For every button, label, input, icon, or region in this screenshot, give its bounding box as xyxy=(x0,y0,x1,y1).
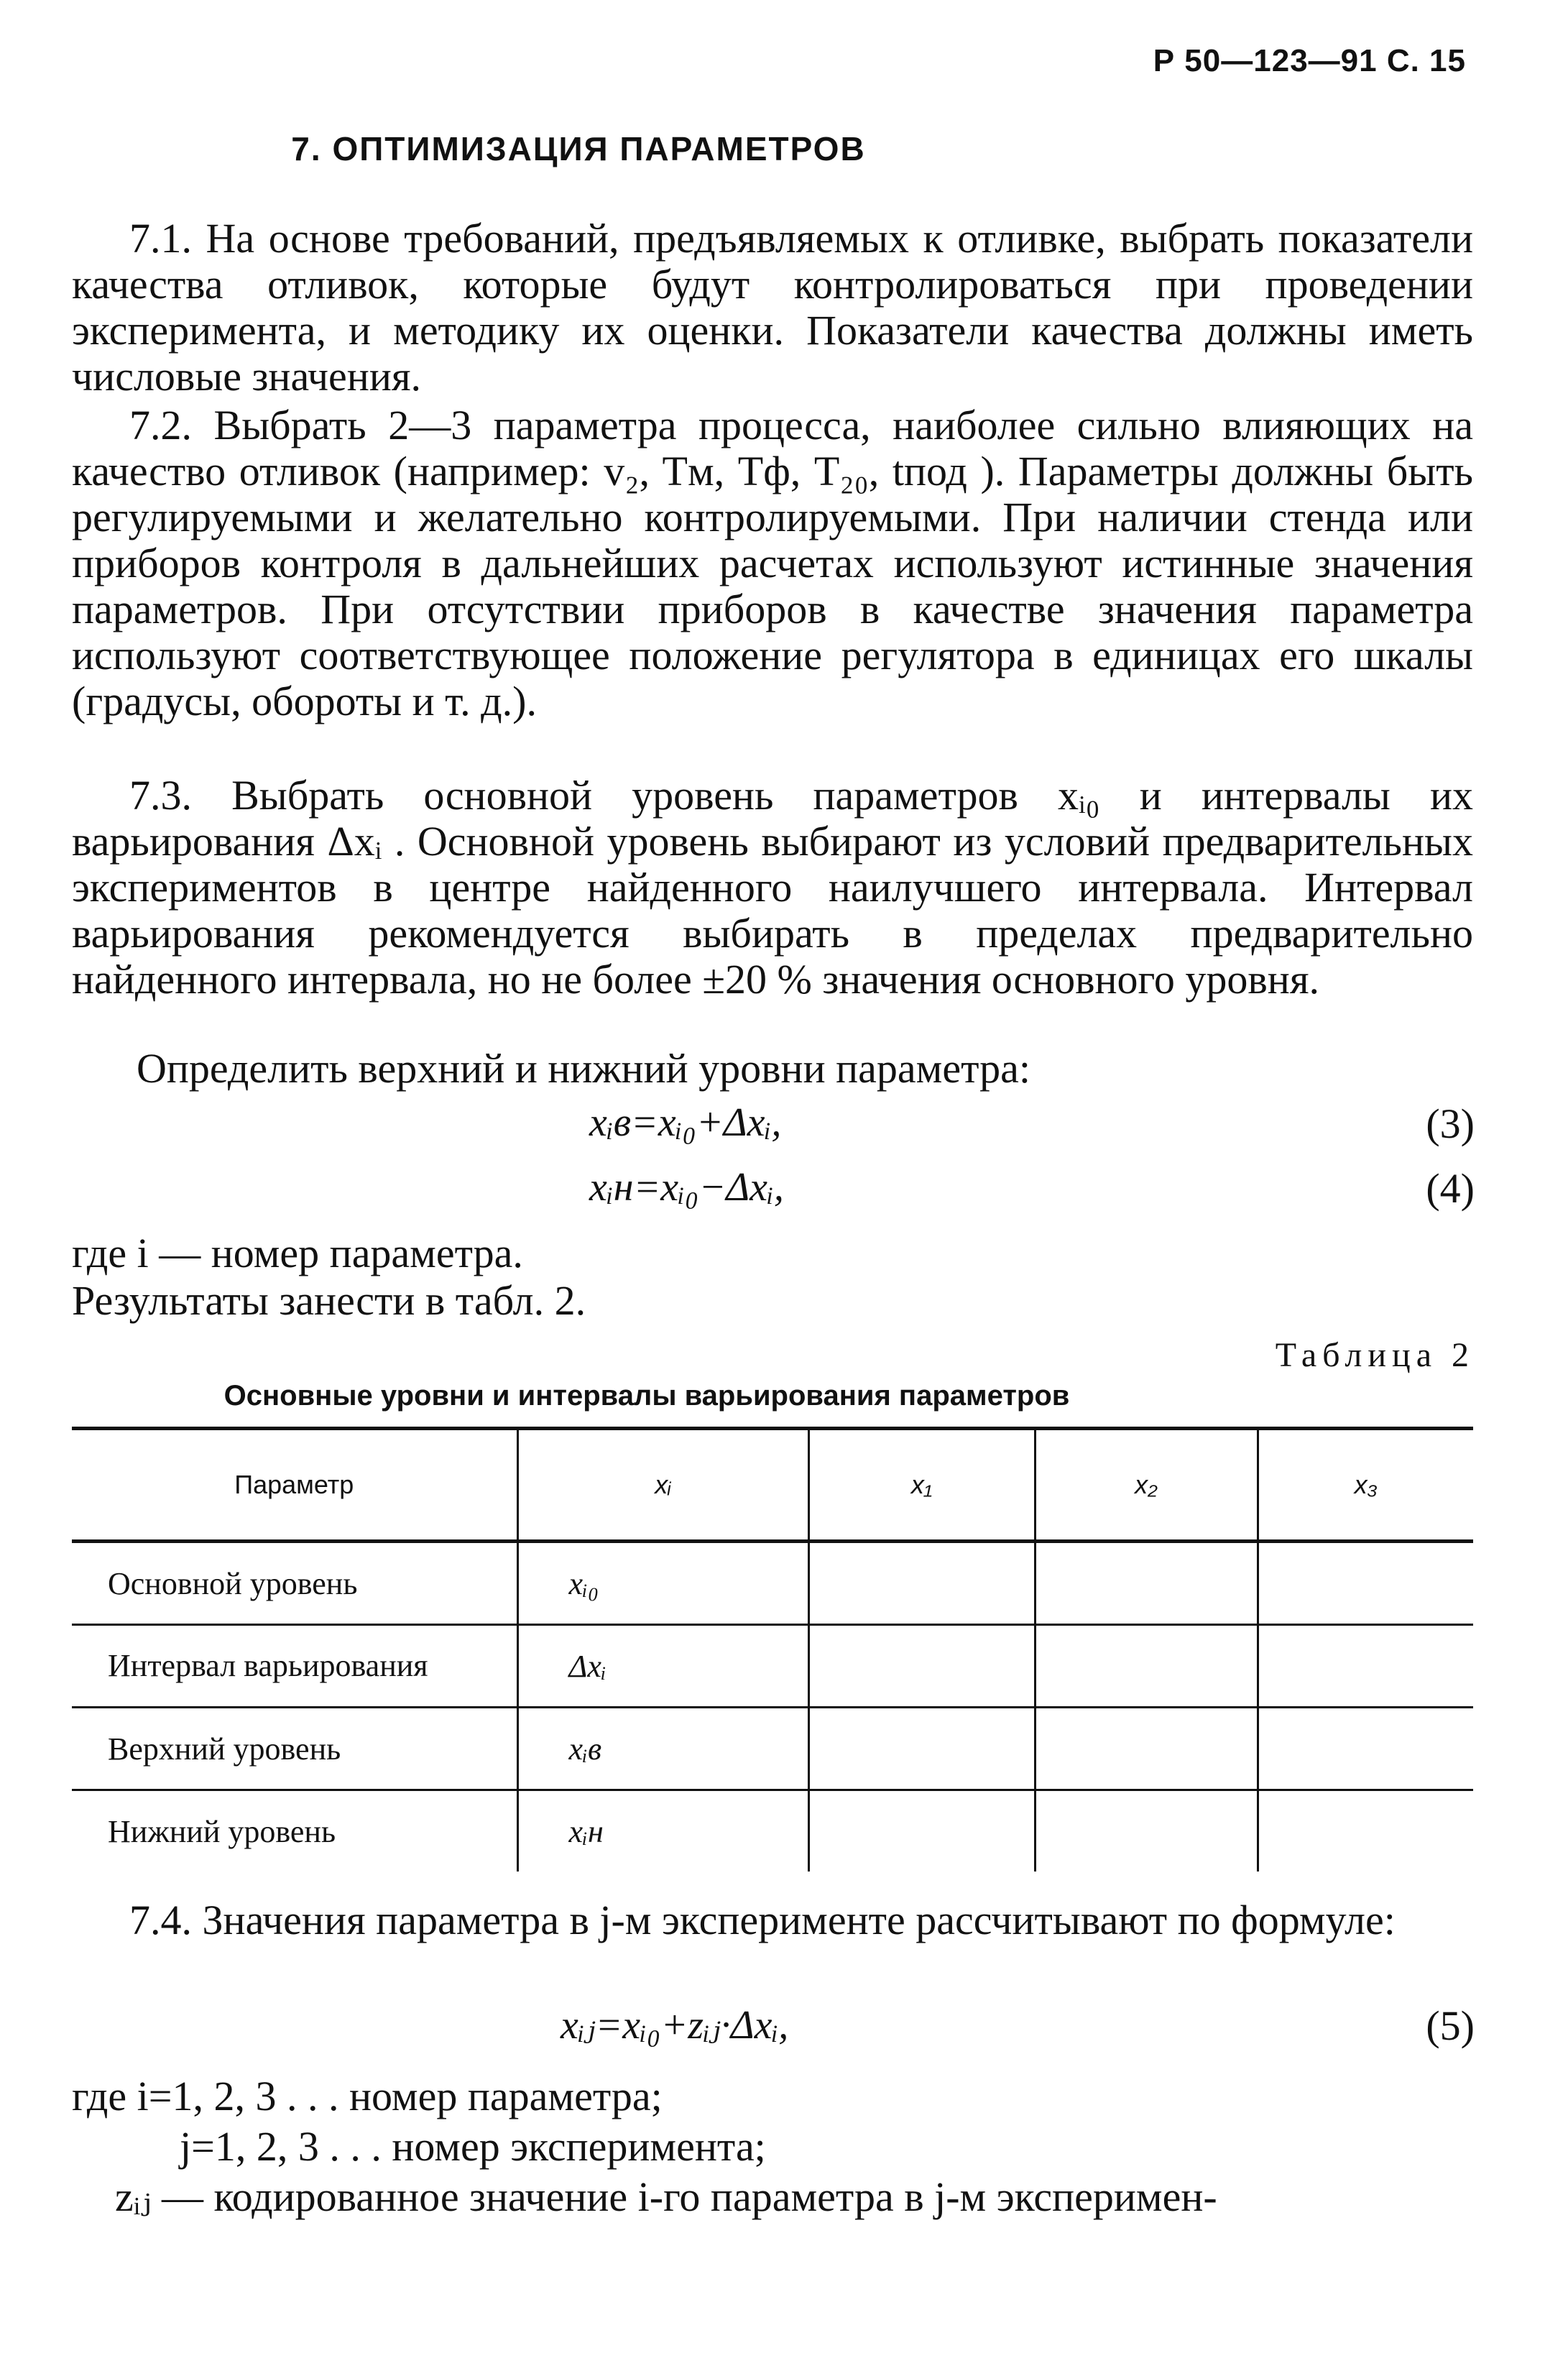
table-cell xyxy=(808,1708,1035,1790)
section-title: 7. ОПТИМИЗАЦИЯ ПАРАМЕТРОВ xyxy=(291,130,866,167)
table-cell xyxy=(808,1542,1035,1625)
table-caption: Таблица 2 xyxy=(1275,1336,1475,1374)
equation-5-number: (5) xyxy=(1426,2002,1475,2049)
table-header-cell: Параметр xyxy=(72,1429,517,1542)
table-cell xyxy=(1035,1790,1258,1872)
where-i-text: где i — номер параметра. xyxy=(72,1230,523,1276)
row-symbol: xᵢн xyxy=(517,1790,808,1872)
table-cell xyxy=(1258,1790,1473,1872)
equation-4: xᵢн=xᵢ₀−Δxᵢ, xyxy=(589,1165,784,1210)
equation-3: xᵢв=xᵢ₀+Δxᵢ, xyxy=(589,1100,782,1145)
row-label: Верхний уровень xyxy=(72,1708,517,1790)
paragraph-7-4-text: 7.4. Значения параметра в j-м эксперименте рассчитывают по формуле: xyxy=(129,1897,1396,1943)
table-row xyxy=(72,1708,1473,1790)
equation-3-number: (3) xyxy=(1426,1100,1475,1147)
table-cell xyxy=(808,1625,1035,1708)
results-text: Результаты занести в табл. 2. xyxy=(72,1277,586,1324)
equation-4-number: (4) xyxy=(1426,1165,1475,1212)
where-line-3: zᵢⱼ — кодированное значение i-го параметра в j-м эксперимен- xyxy=(115,2173,1217,2220)
table-title: Основные уровни и интервалы варьирования параметров xyxy=(223,1380,1070,1412)
row-label: Нижний уровень xyxy=(108,1813,336,1849)
table-cell xyxy=(1258,1542,1473,1625)
paragraph-7-3-text: 7.3. Выбрать основной уровень параметров xᵢ₀ и интервалы их варьирования Δxᵢ . Основной уровень выбирают из условий предварительных экспериментов в центре найденного наилучшего интервала. Интервал варьирования рекомендуется выбирать в пределах предварительно найденного интервала, но не более ±20 % значения основного уровня. xyxy=(72,772,1473,1003)
table-header-cell: x₂ xyxy=(1035,1429,1258,1542)
table-cell xyxy=(1258,1625,1473,1708)
table-row xyxy=(72,1625,1473,1708)
equation-5: xᵢⱼ=xᵢ₀+zᵢⱼ·Δxᵢ, xyxy=(561,2003,789,2048)
where-line-1: где i=1, 2, 3 . . . номер параметра; xyxy=(72,2073,663,2119)
paragraph-7-1 xyxy=(72,216,1473,400)
paragraph-7-4 xyxy=(72,1897,1473,1943)
table-cell xyxy=(1258,1708,1473,1790)
table-cell xyxy=(1035,1542,1258,1625)
row-symbol: Δxᵢ xyxy=(517,1625,808,1708)
row-label: Интервал варьирования xyxy=(72,1625,517,1708)
paragraph-7-2-text: 7.2. Выбрать 2—3 параметра процесса, наиболее сильно влияющих на качество отливок (например: v₂, Tм, Tф, T₂₀, tпод ). Параметры должны быть регулируемыми и желательно контролируемыми. При наличии стенда или приборов контроля в дальнейших расчетах используют истинные значения параметров. При отсутствии приборов в качестве значения параметра используют соответствующее положение регулятора в единицах его шкалы (градусы, обороты и т. д.). xyxy=(72,402,1473,724)
table-cell xyxy=(1035,1625,1258,1708)
row-symbol: xᵢв xyxy=(517,1708,808,1790)
table-header-cell: x₃ xyxy=(1258,1429,1473,1542)
where-line-2: j=1, 2, 3 . . . номер эксперимента; xyxy=(180,2123,766,2170)
paragraph-7-3 xyxy=(72,773,1473,1003)
paragraph-7-2 xyxy=(72,402,1473,724)
parameters-table xyxy=(72,1427,1473,1872)
table-row xyxy=(72,1790,1473,1872)
table-row xyxy=(72,1542,1473,1625)
page-header: Р 50—123—91 С. 15 xyxy=(1153,43,1466,78)
table-cell xyxy=(808,1790,1035,1872)
table-header-cell: x₁ xyxy=(808,1429,1035,1542)
table-cell xyxy=(1035,1708,1258,1790)
define-levels-text: Определить верхний и нижний уровни параметра: xyxy=(137,1045,1030,1092)
row-label: Основной уровень xyxy=(72,1542,517,1625)
row-symbol: xᵢ₀ xyxy=(517,1542,808,1625)
paragraph-7-1-text: 7.1. На основе требований, предъявляемых к отливке, выбрать показатели качества отливок, которые будут контролироваться при проведении эксперимента, и методику их оценки. Показатели качества должны иметь числовые значения. xyxy=(72,215,1473,400)
table-header-cell: xᵢ xyxy=(517,1429,808,1542)
table-header-row xyxy=(72,1429,1473,1542)
